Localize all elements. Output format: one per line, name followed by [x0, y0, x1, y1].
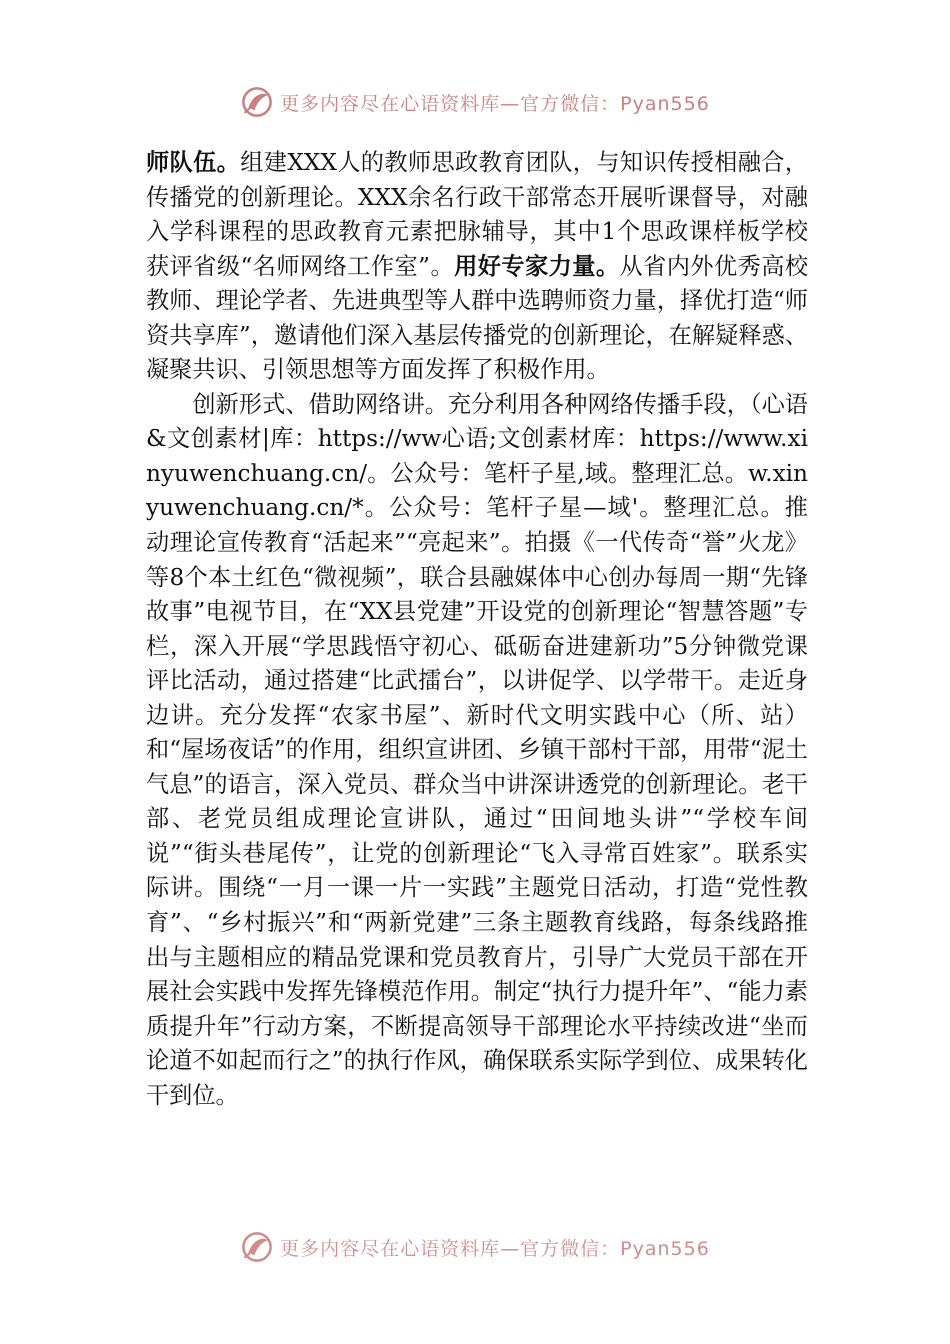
footer-watermark: [0, 1200, 950, 1260]
brand-logo-icon: [240, 85, 274, 119]
brand-logo-icon: [240, 1230, 274, 1264]
watermark-text: 更多内容尽在心语资料库—官方微信：Pyan556: [280, 1237, 710, 1260]
watermark-text: 更多内容尽在心语资料库—官方微信：Pyan556: [280, 92, 710, 115]
heading-expert-strength: 用好专家力量。: [454, 252, 620, 280]
header-watermark: [0, 82, 950, 122]
document-body: [146, 146, 808, 1113]
paragraph-teachers-experts: [146, 146, 808, 388]
heading-teacher-team: 师队伍。: [146, 149, 241, 176]
paragraph-network-forms: 创新形式、借助网络讲。充分利用各种网络传播手段，（心语&文创素材|库：https://ww心语;文创素材库：https://www.xinyuwenchuang.cn/。公众号：笔杆子星,域。整理汇总。w.xinyuwenchuang.cn/*。公众号：笔杆子星—域'。整理汇总。推动理论宣传教育“活起来”“亮起来”。拍摄《一代传奇“誉”火龙》等8个本土红色“微视频”，联合县融媒体中心创办每周一期“先锋故事”电视节目，在“XX县党建”开设党的创新理论“智慧答题”专栏，深入开展“学思践悟守初心、砥砺奋进建新功”5分钟微党课评比活动，通过搭建“比武擂台”，以讲促学、以学带干。走近身边讲。充分发挥“农家书屋”、新时代文明实践中心（所、站）和“屋场夜话”的作用，组织宣讲团、乡镇干部村干部，用带“泥土气息”的语言，深入党员、群众当中讲深讲透党的创新理论。老干部、老党员组成理论宣讲队，通过“田间地头讲”“学校车间说”“街头巷尾传”，让党的创新理论“飞入寻常百姓家”。联系实际讲。围绕“一月一课一片一实践”主题党日活动，打造“党性教育”、“乡村振兴”和“两新党建”三条主题教育线路，每条线路推出与主题相应的精品党课和党员教育片，引导广大党员干部在开展社会实践中发挥先锋模范作用。制定“执行力提升年”、“能力素质提升年”行动方案，不断提高领导干部理论水平持续改进“坐而论道不如起而行之”的执行作风，确保联系实际学到位、成果转化干到位。: [146, 390, 808, 1109]
text-expert-strength: 从省内外优秀高校教师、理论学者、先进典型等人群中选聘师资力量，择优打造“师资共享库”，邀请他们深入基层传播党的创新理论，在解疑释惑、凝聚共识、引领思想等方面发挥了积极作用。: [146, 252, 809, 384]
text-teacher-team: 组建XXX人的教师思政教育团队，与知识传授相融合，传播党的创新理论。XXX余名行政干部常态开展听课督导，对融入学科课程的思政教育元素把脉辅导，其中1个思政课样板学校获评省级“名师网络工作室”。: [146, 149, 808, 280]
